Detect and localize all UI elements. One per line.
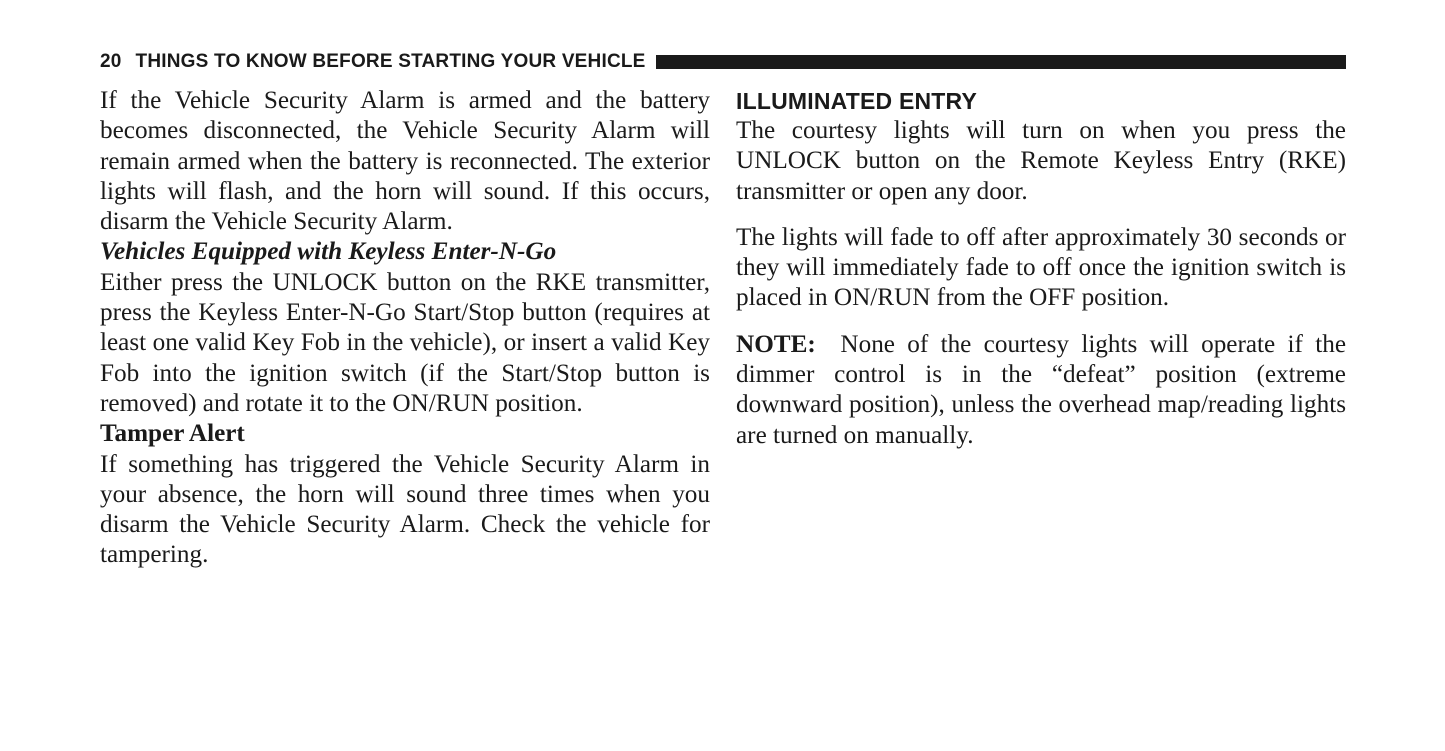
keyless-paragraph: Either press the UNLOCK button on the RKE transmitter, press the Keyless Enter-N-Go Start/Stop button (requires at least one valid Key Fob in the vehicle), or insert a valid Key Fob into the ignition switch (if the Start/Stop button is removed) and rotate it to the ON/RUN position.	[100, 268, 710, 417]
left-column	[100, 86, 710, 571]
note-label: NOTE:	[736, 330, 816, 358]
tamper-heading: Tamper Alert	[100, 420, 245, 448]
right-column	[736, 86, 1346, 451]
header-rule	[656, 55, 1346, 69]
alarm-battery-paragraph: If the Vehicle Security Alarm is armed and the battery becomes disconnected, the Vehicle Security Alarm will remain armed when the battery is reconnected. The exterior lights will flash, and the horn will sound. If this occurs, disarm the Vehicle Security Alarm.	[100, 87, 710, 236]
tamper-paragraph: If something has triggered the Vehicle Security Alarm in your absence, the horn will sound three times when you disarm the Vehicle Security Alarm. Check the vehicle for tampering.	[100, 450, 710, 569]
courtesy-lights-paragraph: The courtesy lights will turn on when you press the UNLOCK button on the Remote Keyless Entry (RKE) transmitter or open any door.	[736, 117, 1346, 205]
chapter-title: THINGS TO KNOW BEFORE STARTING YOUR VEHICLE	[135, 51, 646, 72]
note-paragraph	[736, 330, 1346, 451]
keyless-heading: Vehicles Equipped with Keyless Enter-N-Go	[100, 238, 557, 266]
page-header	[100, 50, 1346, 74]
fade-paragraph: The lights will fade to off after approximately 30 seconds or they will immediately fade to off once the ignition switch is placed in ON/RUN from the OFF position.	[736, 223, 1346, 312]
section-title: ILLUMINATED ENTRY	[736, 88, 978, 114]
note-text: None of the courtesy lights will operate if the dimmer control is in the “defeat” position (extreme downward position), unless the overhead map/reading lights are turned on manually.	[736, 330, 1347, 449]
page-number: 20	[100, 51, 122, 72]
